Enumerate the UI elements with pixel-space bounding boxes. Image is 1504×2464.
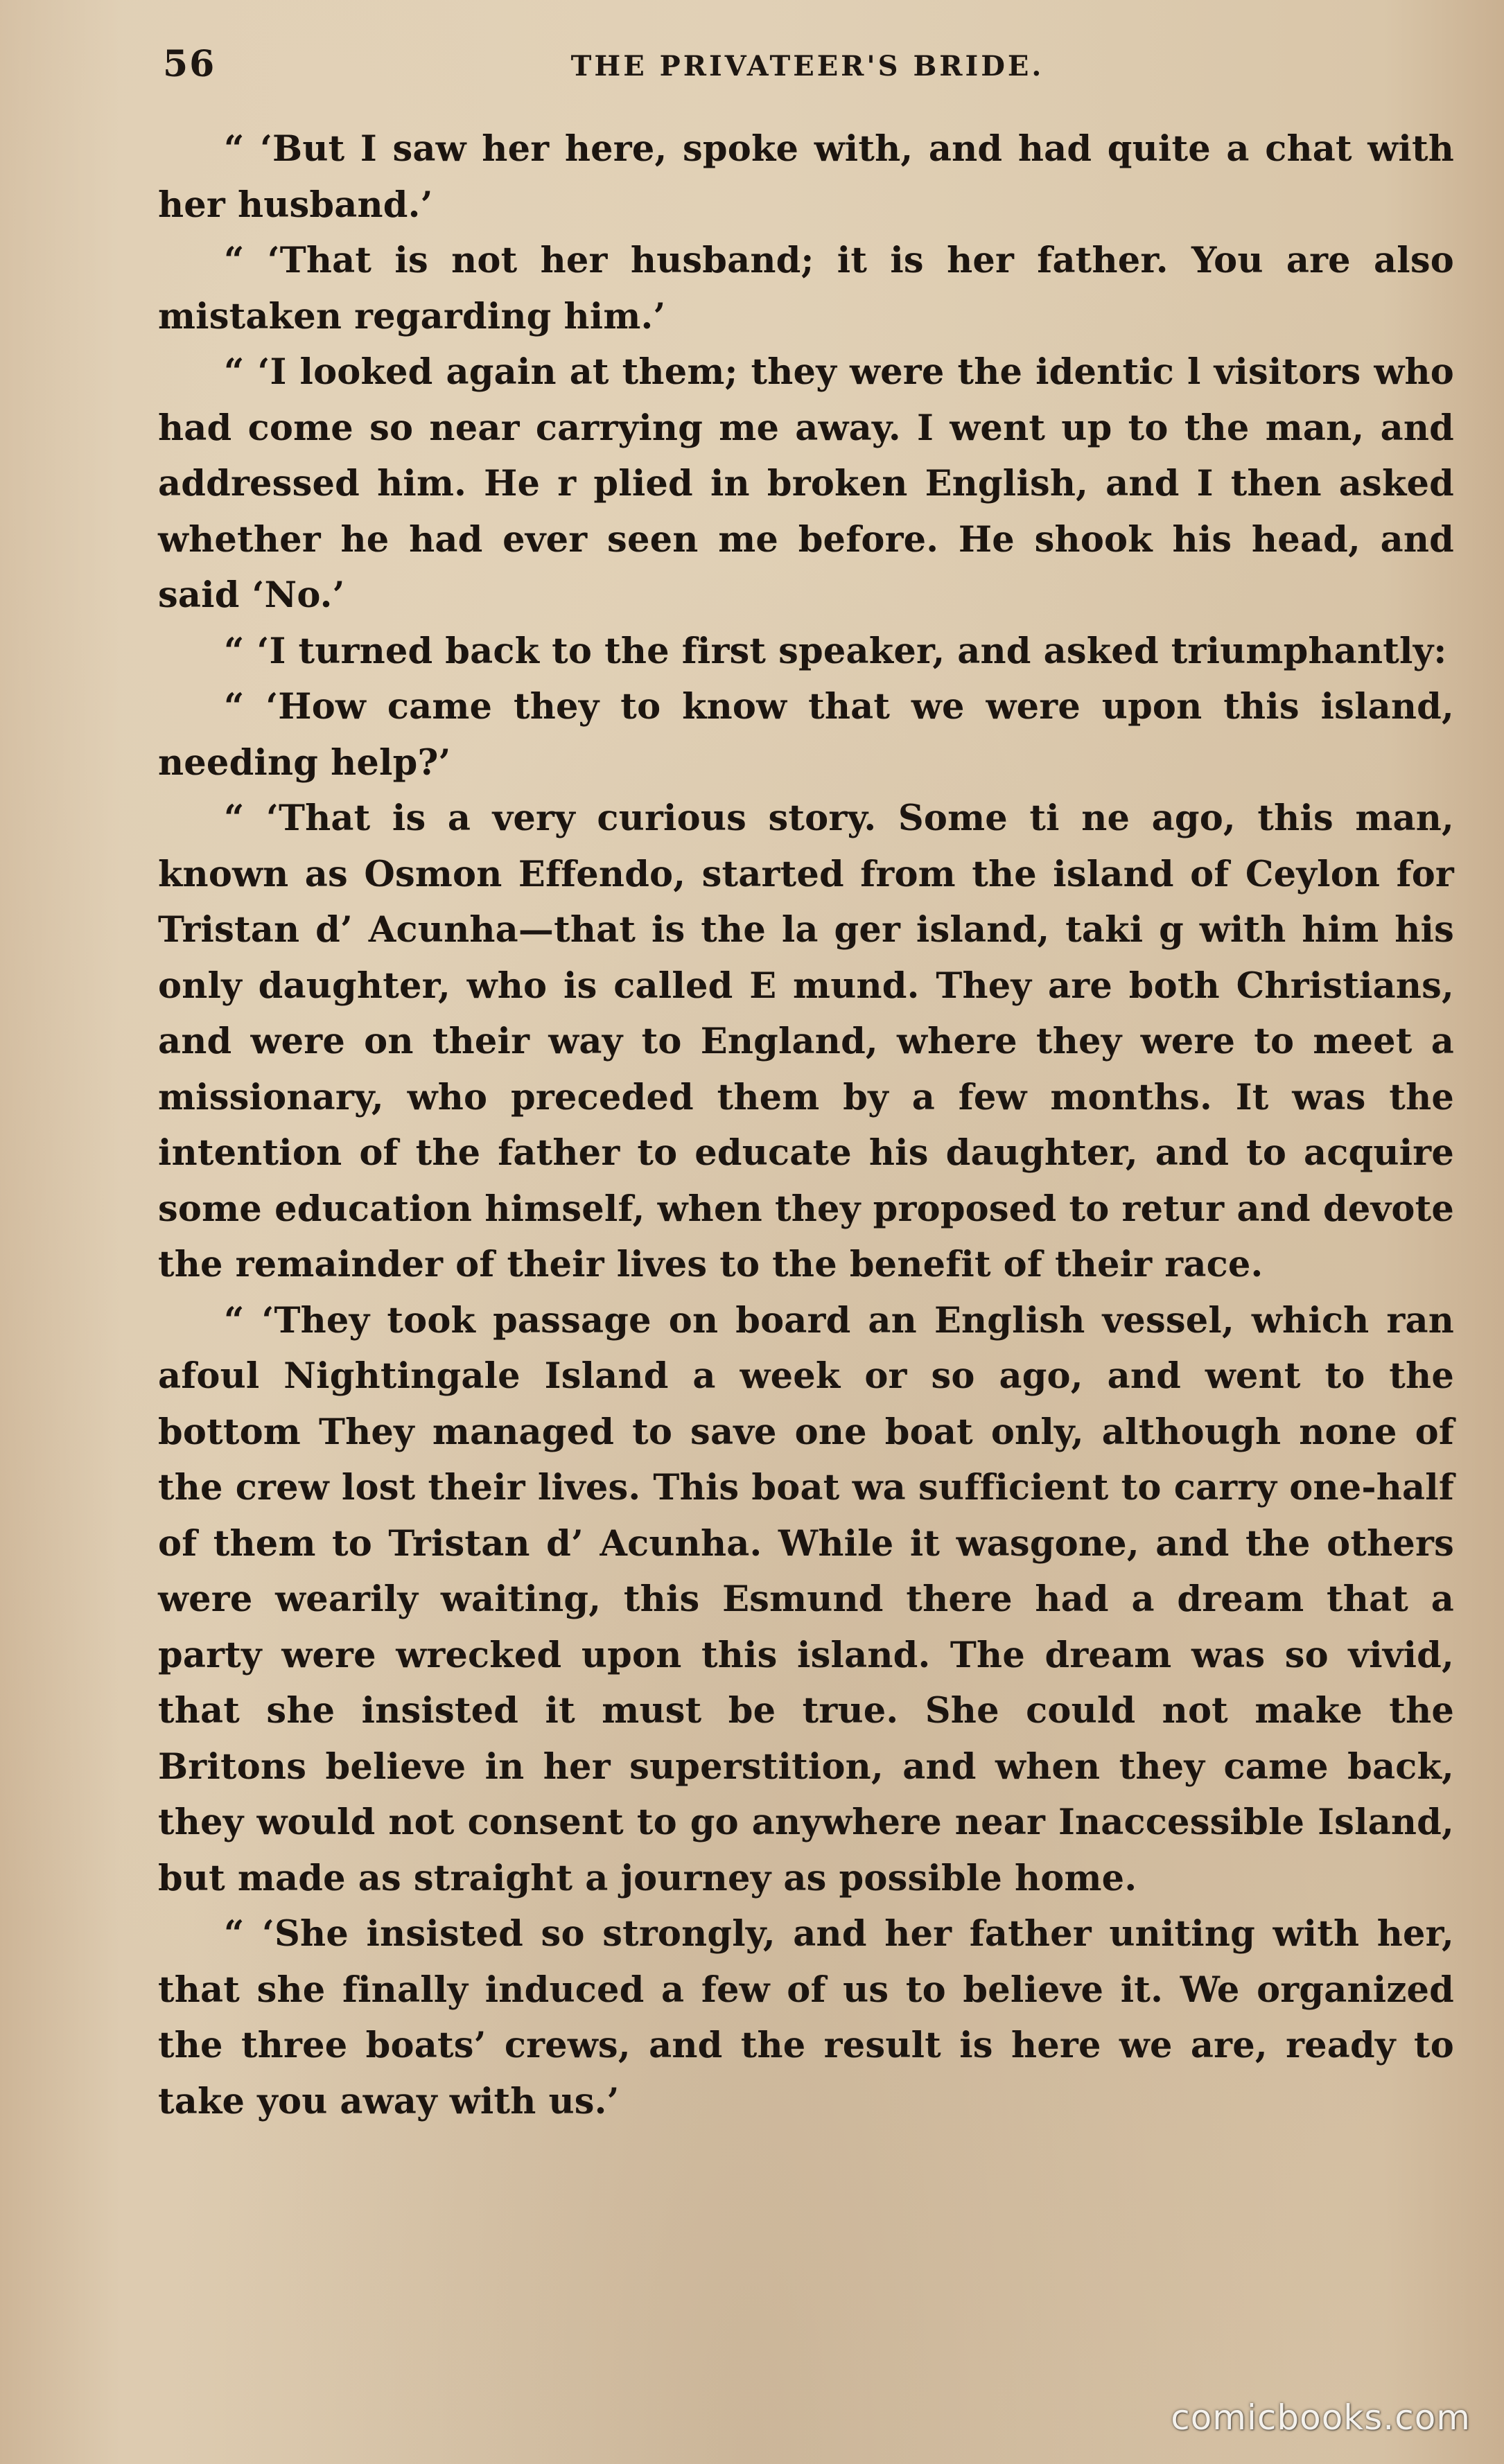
page-number: 56 <box>163 43 216 85</box>
running-head: THE PRIVATEER'S BRIDE. <box>570 50 1044 82</box>
body-text <box>158 121 1454 2129</box>
watermark: comicbooks.com <box>1171 2397 1471 2438</box>
paragraph: “ ‘How came they to know that we were upon this island, needing help?’ <box>158 686 1454 784</box>
paragraph: “ ‘But I saw her here, spoke with, and had quite a chat with her husband.’ <box>158 128 1454 226</box>
paragraph: “ ‘They took passage on board an English vessel, which ran afoul Nightingale Island a week or so ago, and went to the bottom They managed to save one boat only, although none of the crew lost their lives. This boat wa sufficient to carry one-half of them to Tristan d’ Acunha. While it wasgone, and the others were wearily waiting, this Esmund there had a dream that a party were wrecked upon this island. The dream was so vivid, that she insisted it must be true. She could not make the Britons believe in her superstition, and when they came back, they would not consent to go anywhere near Inaccessible Island, but made as straight a journey as possible home. <box>158 1299 1454 1899</box>
page-header <box>163 43 1452 98</box>
paragraph: “ ‘I looked again at them; they were the identic l visitors who had come so near carrying me away. I went up to the man, and addressed him. He r plied in broken English, and I then asked whether he had ever seen me before. He shook his head, and said ‘No.’ <box>158 351 1454 616</box>
paragraph: “ ‘That is a very curious story. Some ti ne ago, this man, known as Osmon Effendo, started from the island of Ceylon for Tristan d’ Acunha—that is the la ger island, taki g with him his only daughter, who is called E mund. They are both Christians, and were on their way to England, where they were to meet a missionary, who preceded them by a few months. It was the intention of the father to educate his daughter, and to acquire some education himself, when they proposed to retur and devote the remainder of their lives to the benefit of their race. <box>158 798 1454 1285</box>
paragraph: “ ‘I turned back to the first speaker, and asked triumphantly: <box>224 630 1447 672</box>
paragraph: “ ‘She insisted so strongly, and her father uniting with her, that she finally induced a few of us to believe it. We organized the three boats’ crews, and the result is here we are, ready to take you away with us.’ <box>158 1913 1454 2122</box>
paragraph: “ ‘That is not her husband; it is her father. You are also mistaken regarding him.’ <box>158 240 1454 337</box>
